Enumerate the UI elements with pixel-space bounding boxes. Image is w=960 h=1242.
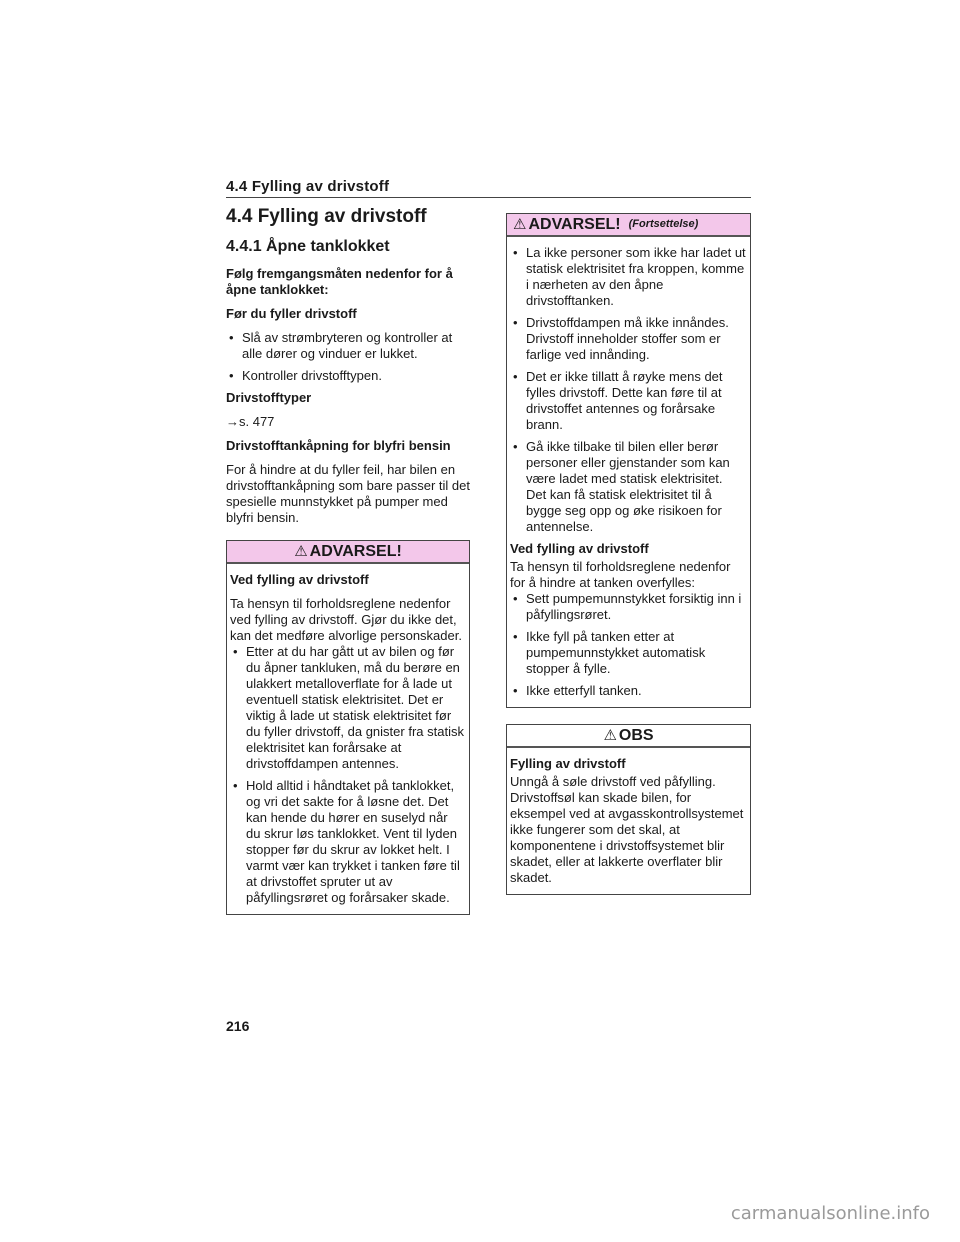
list-item: • Slå av strømbryteren og kontroller at alle dører og vinduer er lukket. xyxy=(226,330,470,362)
fuel-types-link[interactable]: →s. 477 xyxy=(226,414,275,429)
warning-body xyxy=(227,564,469,914)
warning-heading-2: Ved fylling av drivstoff xyxy=(510,541,649,556)
list-item: • Drivstoffdampen må ikke innåndes. Drivstoff inneholder stoffer som er farlige ved innånding. xyxy=(510,315,746,363)
fuel-types-heading: Drivstofftyper xyxy=(226,390,312,405)
warning-text-2: Ta hensyn til forholdsreglene nedenfor for å hindre at tanken overfylles: xyxy=(510,559,731,590)
notice-heading: Fylling av drivstoff xyxy=(510,756,626,771)
list-item: • La ikke personer som ikke har ladet ut statisk elektrisitet fra kroppen, komme i nærheten av den åpne drivstofftanken. xyxy=(510,245,746,309)
list-item: • Etter at du har gått ut av bilen og før du åpner tankluken, må du berøre en ulakkert metalloverflate for å lade ut eventuell statisk elektrisitet. Det er viktig å lade ut statisk elektrisitet før du fyller drivstoff, da gnister fra statisk elektrisitet kan forårsake at drivstoffdampen antennes. xyxy=(230,644,465,772)
section-title: 4.4 Fylling av drivstoff xyxy=(226,206,427,227)
running-header: 4.4 Fylling av drivstoff xyxy=(226,178,751,198)
warning-box xyxy=(226,540,470,915)
warning-continued-list xyxy=(510,245,746,535)
page-number: 216 xyxy=(226,1018,250,1034)
warning-title-text: ADVARSEL! xyxy=(309,543,402,560)
continued-label: (Fortsettelse) xyxy=(628,218,699,230)
warning-text: Ta hensyn til forholdsreglene nedenfor ved fylling av drivstoff. Gjør du ikke det, kan det medføre alvorlige personskader. xyxy=(230,596,462,643)
list-item: • Ikke etterfyll tanken. xyxy=(510,683,746,699)
warning-continued-box xyxy=(506,213,751,708)
warning-triangle-icon: ⚠ xyxy=(513,216,527,233)
warning-heading: Ved fylling av drivstoff xyxy=(230,572,369,587)
before-fill-list xyxy=(226,330,470,384)
warning-title-text: ADVARSEL! xyxy=(528,216,621,233)
list-item: • Kontroller drivstofftypen. xyxy=(226,368,470,384)
right-column xyxy=(506,213,751,895)
warning-triangle-icon: ⚠ xyxy=(294,543,308,560)
notice-title-text: OBS xyxy=(618,727,654,744)
notice-body xyxy=(507,748,750,894)
list-item: • Det er ikke tillatt å røyke mens det fylles drivstoff. Dette kan føre til at drivstoffet antennes og forårsake brann. xyxy=(510,369,746,433)
list-item: • Gå ikke tilbake til bilen eller berør personer eller gjenstander som kan være ladet med statisk elektrisitet. Det kan få statisk elektrisitet til å bygge seg opp og øke risikoen for antennelse. xyxy=(510,439,746,535)
notice-title xyxy=(507,725,750,748)
notice-box xyxy=(506,724,751,895)
warning-list-2 xyxy=(510,591,746,699)
watermark: carmanualsonline.info xyxy=(730,1203,930,1224)
opening-text: For å hindre at du fyller feil, har bilen en drivstofftankåpning som bare passer til det spesielle munnstykket på pumper med blyfri bensin. xyxy=(226,462,471,525)
notice-text: Unngå å søle drivstoff ved påfylling. Drivstoffsøl kan skade bilen, for eksempel ved at avgasskontrollsystemet ikke fungerer som det skal, at komponentene i drivstoffsystemet blir skadet, eller at lakkerte overflater blir skadet. xyxy=(510,774,744,885)
notice-triangle-icon: ⚠ xyxy=(603,727,617,744)
warning-list xyxy=(230,644,465,906)
warning-continued-body xyxy=(507,237,750,707)
list-item: • Sett pumpemunnstykket forsiktig inn i påfyllingsrøret. xyxy=(510,591,746,623)
left-column xyxy=(226,206,470,915)
list-item: • Ikke fyll på tanken etter at pumpemunnstykket automatisk stopper å fylle. xyxy=(510,629,746,677)
list-item: • Hold alltid i håndtaket på tanklokket, og vri det sakte for å løsne det. Det kan hende du hører en suselyd når du skrur løs tanklokket. Vent til lyden stopper før du skrur av lokket helt. I varmt vær kan trykket i tanken føre til at drivstoffet spruter ut av påfyllingsrøret og forårsaker skade. xyxy=(230,778,465,906)
intro-text: Følg fremgangsmåten nedenfor for å åpne tanklokket: xyxy=(226,266,453,297)
subsection-title: 4.4.1 Åpne tanklokket xyxy=(226,238,390,255)
opening-heading: Drivstofftankåpning for blyfri bensin xyxy=(226,438,451,453)
warning-title xyxy=(227,541,469,564)
before-fill-heading: Før du fyller drivstoff xyxy=(226,306,357,321)
warning-continued-title xyxy=(507,214,750,237)
